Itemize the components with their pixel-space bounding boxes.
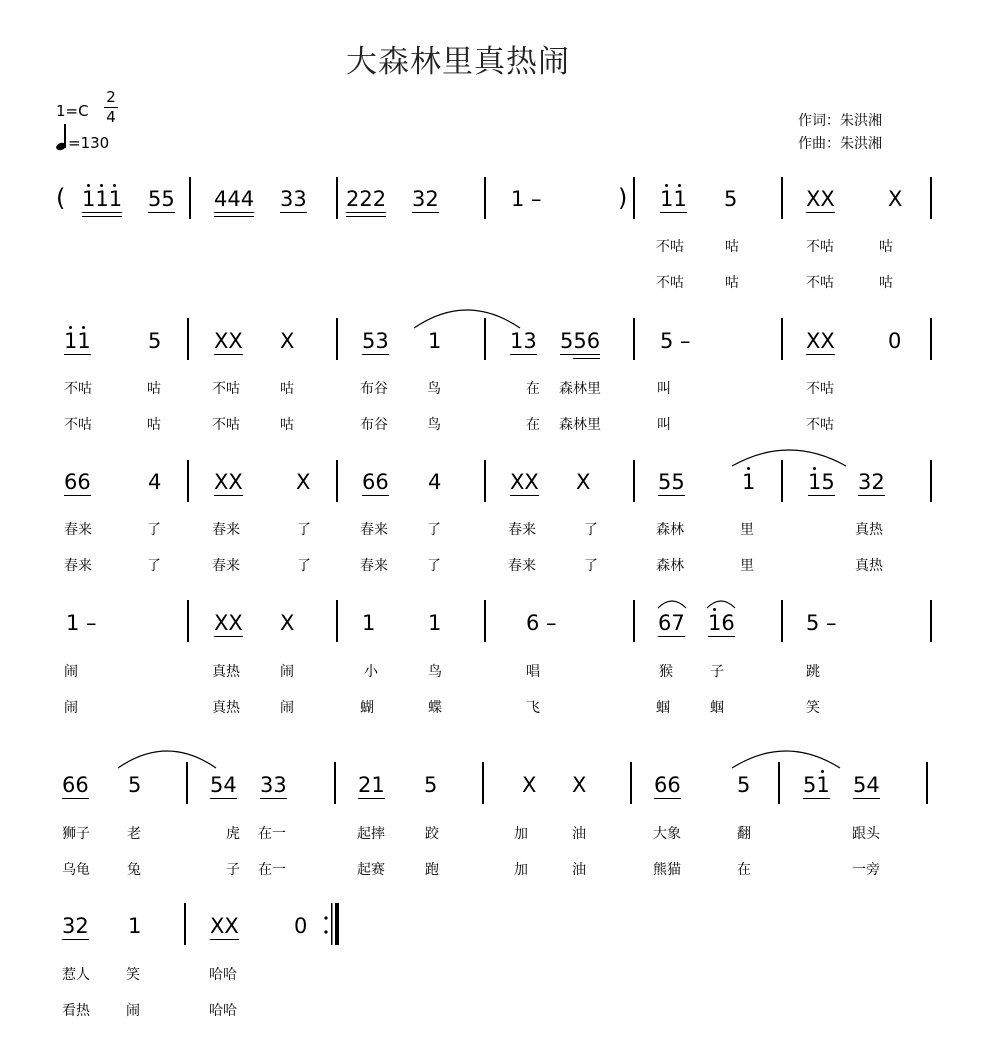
lyric-verse1: 闹 (280, 664, 294, 680)
note-group: 11 (64, 329, 91, 353)
note-group: X (888, 187, 903, 211)
lyric-verse1: 了 (427, 522, 441, 538)
note-group: 67 (658, 611, 685, 635)
note-group: 32 (62, 914, 89, 938)
note-group: 13 (510, 329, 537, 353)
note-group: 32 (412, 187, 439, 211)
lyric-verse2: 哈哈 (209, 1003, 237, 1019)
note-group: 4 (428, 470, 442, 494)
barline (633, 318, 635, 360)
lyric-verse2: 春来 (64, 558, 92, 574)
lyric-verse1: 咕 (280, 381, 294, 397)
lyric-verse2: 了 (147, 558, 161, 574)
barline (484, 177, 486, 219)
note-group: XX (214, 611, 243, 635)
note-group: 5 (737, 773, 751, 797)
final-repeat-barline (322, 903, 342, 947)
note-group: XX (214, 470, 243, 494)
barline (184, 903, 186, 945)
lyric-verse2: 加 (514, 862, 528, 878)
lyric-verse1: 春来 (360, 522, 388, 538)
note-group: X (280, 329, 295, 353)
lyric-verse1: 不咕 (64, 381, 92, 397)
lyric-verse1: 加 (514, 826, 528, 842)
lyric-verse2: 蝴 (360, 700, 374, 716)
slur (730, 742, 842, 770)
barline (336, 460, 338, 502)
lyric-verse1: 不咕 (806, 381, 834, 397)
note-group: 1 (362, 611, 376, 635)
note-group: 4 (148, 470, 162, 494)
lyric-verse2: 布谷 (360, 417, 388, 433)
note-group: 33 (260, 773, 287, 797)
note-group: 11 (660, 187, 687, 211)
lyric-verse1: 狮子 (62, 826, 90, 842)
lyric-verse1: 笑 (126, 967, 140, 983)
barline (930, 318, 932, 360)
lyric-verse1: 春来 (212, 522, 240, 538)
lyric-verse2: 春来 (212, 558, 240, 574)
note-group: XX (214, 329, 243, 353)
lyric-verse2: 蝈 (710, 700, 724, 716)
note-group: 0 (888, 329, 902, 353)
lyric-verse1: 跤 (425, 826, 439, 842)
lyric-verse2: 跑 (425, 862, 439, 878)
lyric-verse1: 猴 (659, 664, 673, 680)
lyric-verse1: 翻 (737, 826, 751, 842)
lyric-verse2: 了 (297, 558, 311, 574)
lyric-verse2: 油 (572, 862, 586, 878)
note-group: X (576, 470, 591, 494)
lyric-verse2: 不咕 (806, 417, 834, 433)
note-group: 16 (708, 611, 735, 635)
lyric-verse2: 里 (740, 558, 754, 574)
quarter-note-icon (56, 124, 68, 152)
note-group: 15 (808, 470, 835, 494)
lyric-verse2: 在一 (258, 862, 286, 878)
note-group: 5 – (806, 611, 837, 635)
intro-open-paren: ( (56, 184, 66, 212)
note-group: 66 (654, 773, 681, 797)
barline (781, 600, 783, 642)
lyric-verse1: 鸟 (428, 664, 442, 680)
note-group: XX (806, 187, 835, 211)
lyric-verse2: 叫 (657, 417, 671, 433)
barline (633, 177, 635, 219)
note-group: 222 (346, 187, 386, 211)
lyric-verse2: 闹 (280, 700, 294, 716)
lyric-verse2: 乌龟 (62, 862, 90, 878)
lyric-verse1: 咕 (725, 239, 739, 255)
lyric-verse2: 不咕 (806, 275, 834, 291)
barline (484, 600, 486, 642)
lyric-verse1: 了 (584, 522, 598, 538)
note-group: 54 (210, 773, 237, 797)
barline (336, 600, 338, 642)
barline (484, 460, 486, 502)
note-group: 1 (128, 914, 142, 938)
note-group: 32 (858, 470, 885, 494)
lyric-verse2: 不咕 (656, 275, 684, 291)
lyric-verse1: 老 (127, 826, 141, 842)
note-group: XX (806, 329, 835, 353)
lyric-verse1: 跟头 (852, 826, 880, 842)
lyric-verse2: 不咕 (212, 417, 240, 433)
note-group: 5 – (660, 329, 691, 353)
lyric-verse1: 鸟 (427, 381, 441, 397)
lyric-verse1: 哈哈 (209, 967, 237, 983)
note-group: 6 – (526, 611, 557, 635)
note-group: X (280, 611, 295, 635)
lyric-verse1: 森林 (656, 522, 684, 538)
note-group: 5 (724, 187, 738, 211)
lyric-verse1: 真热 (855, 522, 883, 538)
lyric-verse2: 咕 (879, 275, 893, 291)
lyric-verse1: 不咕 (656, 239, 684, 255)
barline (781, 318, 783, 360)
lyric-verse2: 了 (584, 558, 598, 574)
tempo-value: =130 (68, 134, 110, 152)
note-group: 5 (148, 329, 162, 353)
slur (705, 596, 737, 610)
barline (482, 762, 484, 804)
lyric-verse1: 真热 (212, 664, 240, 680)
lyric-verse2: 蝈 (656, 700, 670, 716)
note-group: 111 (82, 187, 122, 211)
key-signature: 1=C (56, 102, 89, 120)
barline (930, 460, 932, 502)
time-signature (104, 88, 118, 127)
lyric-verse2: 笑 (806, 700, 820, 716)
lyric-verse1: 子 (710, 664, 724, 680)
note-group: 1 (428, 611, 442, 635)
lyric-verse1: 春来 (508, 522, 536, 538)
lyric-verse2: 飞 (526, 700, 540, 716)
barline (930, 177, 932, 219)
lyric-verse2: 在 (737, 862, 751, 878)
lyric-verse1: 虎 (226, 826, 240, 842)
barline (336, 177, 338, 219)
barline (187, 460, 189, 502)
lyric-verse1: 布谷 (360, 381, 388, 397)
lyric-verse2: 真热 (212, 700, 240, 716)
note-group: 66 (64, 470, 91, 494)
slur (412, 300, 522, 330)
lyric-verse1: 在 (526, 381, 540, 397)
note-group: 5 (128, 773, 142, 797)
slur (730, 442, 848, 468)
lyric-verse1: 唱 (526, 664, 540, 680)
lyric-verse2: 兔 (127, 862, 141, 878)
lyric-verse2: 蝶 (428, 700, 442, 716)
barline (630, 762, 632, 804)
note-group: 33 (280, 187, 307, 211)
slur (116, 742, 218, 770)
lyric-verse1: 春来 (64, 522, 92, 538)
lyric-verse2: 不咕 (64, 417, 92, 433)
lyric-verse2: 子 (226, 862, 240, 878)
lyric-verse2: 了 (427, 558, 441, 574)
lyric-verse2: 咕 (725, 275, 739, 291)
note-group: XX (510, 470, 539, 494)
lyric-verse1: 不咕 (806, 239, 834, 255)
song-title: 大森林里真热闹 (346, 44, 570, 80)
note-group: 1 (428, 329, 442, 353)
lyric-verse1: 叫 (657, 381, 671, 397)
note-group: X (296, 470, 311, 494)
lyric-verse2: 咕 (147, 417, 161, 433)
note-group: 0 (294, 914, 308, 938)
barline (189, 177, 191, 219)
lyricist-credit: 作词：朱洪湘 (798, 113, 882, 129)
note-group: 66 (62, 773, 89, 797)
note-group: 21 (358, 773, 385, 797)
lyric-verse1: 咕 (147, 381, 161, 397)
lyric-verse1: 咕 (879, 239, 893, 255)
lyric-verse1: 跳 (806, 664, 820, 680)
lyric-verse1: 大象 (653, 826, 681, 842)
lyric-verse2: 看热 (62, 1003, 90, 1019)
lyric-verse2: 森林里 (559, 417, 601, 433)
note-group: 556 (560, 329, 600, 353)
lyric-verse1: 了 (297, 522, 311, 538)
barline (633, 600, 635, 642)
lyric-verse2: 一旁 (852, 862, 880, 878)
time-signature-top: 2 (106, 88, 116, 106)
lyric-verse1: 小 (364, 664, 378, 680)
lyric-verse1: 起摔 (357, 826, 385, 842)
lyric-verse2: 在 (526, 417, 540, 433)
lyric-verse2: 闹 (64, 700, 78, 716)
barline (187, 318, 189, 360)
note-group: 55 (148, 187, 175, 211)
lyric-verse1: 惹人 (62, 967, 90, 983)
note-group: 55 (658, 470, 685, 494)
note-group: 1 – (511, 187, 542, 211)
slur (656, 596, 688, 610)
note-group: X (522, 773, 537, 797)
lyric-verse2: 真热 (855, 558, 883, 574)
lyric-verse1: 了 (147, 522, 161, 538)
note-group: 66 (362, 470, 389, 494)
barline (781, 177, 783, 219)
time-signature-bottom: 4 (104, 107, 118, 127)
composer-credit: 作曲：朱洪湘 (798, 136, 882, 152)
lyric-verse1: 不咕 (212, 381, 240, 397)
lyric-verse1: 闹 (64, 664, 78, 680)
note-group: 1 – (66, 611, 97, 635)
note-group: XX (210, 914, 239, 938)
lyric-verse2: 咕 (280, 417, 294, 433)
barline (926, 762, 928, 804)
barline (633, 460, 635, 502)
lyric-verse2: 春来 (360, 558, 388, 574)
lyric-verse1: 在一 (258, 826, 286, 842)
lyric-verse2: 春来 (508, 558, 536, 574)
note-group: 51 (803, 773, 830, 797)
lyric-verse2: 闹 (126, 1003, 140, 1019)
lyric-verse1: 油 (572, 826, 586, 842)
barline (930, 600, 932, 642)
barline (334, 762, 336, 804)
lyric-verse1: 里 (740, 522, 754, 538)
barline (336, 318, 338, 360)
tempo-marking (56, 124, 109, 152)
lyric-verse2: 起赛 (357, 862, 385, 878)
lyric-verse2: 森林 (656, 558, 684, 574)
lyric-verse1: 森林里 (559, 381, 601, 397)
lyric-verse2: 熊猫 (653, 862, 681, 878)
note-group: 54 (853, 773, 880, 797)
note-group: 444 (214, 187, 254, 211)
barline (187, 600, 189, 642)
note-group: 53 (362, 329, 389, 353)
note-group: 1 (742, 470, 755, 494)
intro-close-paren: ) (618, 184, 628, 212)
note-group: X (572, 773, 587, 797)
note-group: 5 (424, 773, 438, 797)
lyric-verse2: 鸟 (427, 417, 441, 433)
